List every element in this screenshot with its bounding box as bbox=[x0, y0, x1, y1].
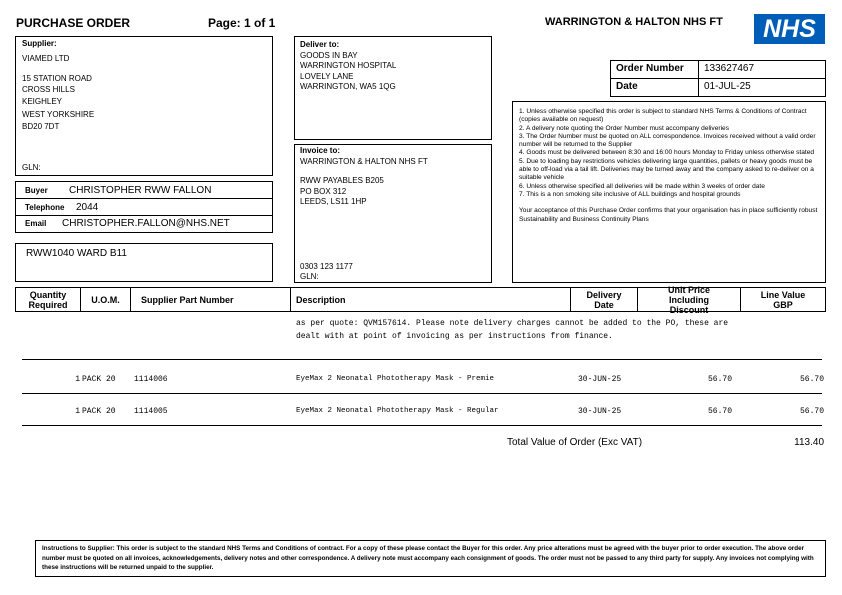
column-quantity: Quantity Required bbox=[16, 288, 81, 311]
line-value: 56.70 bbox=[799, 375, 824, 384]
supplier-address-line: WEST YORKSHIRE bbox=[22, 109, 95, 119]
line-qty: 1 bbox=[75, 407, 80, 416]
organisation-name: WARRINGTON & HALTON NHS FT bbox=[545, 16, 723, 28]
order-details-table bbox=[610, 60, 826, 97]
deliver-line: WARRINGTON HOSPITAL bbox=[300, 61, 397, 70]
term-item: 5. Due to loading bay restrictions vehicles delivering large quantities, pallets or heavy goods must be able to off-load via a tail lift. Deliveries may be turned away and the company asked to re-deliver on a suitable vehicle bbox=[519, 157, 814, 182]
ward-box bbox=[15, 243, 273, 282]
line-qty: 1 bbox=[75, 375, 80, 384]
supplier-address-line: 15 STATION ROAD bbox=[22, 74, 92, 83]
acceptance-statement: Your acceptance of this Purchase Order confirms that your organisation has in place sufficiently robust Sustainability and Business Continuity Plans bbox=[519, 207, 818, 223]
telephone-value: 2044 bbox=[76, 201, 99, 213]
line-uom: PACK 20 bbox=[82, 407, 116, 416]
deliver-line: GOODS IN BAY bbox=[300, 50, 358, 60]
supplier-address-line: KEIGHLEY bbox=[22, 97, 63, 106]
note-line: dealt with at point of invoicing as per instructions from finance. bbox=[296, 332, 613, 341]
email-value[interactable]: CHRISTOPHER.FALLON@NHS.NET bbox=[62, 218, 230, 229]
line-part-number: 1114006 bbox=[134, 375, 168, 384]
term-item: 6. Unless otherwise specified all deliveries will be made within 3 weeks of order date bbox=[519, 182, 765, 190]
line-description: EyeMax 2 Neonatal Phototherapy Mask - Premie bbox=[296, 375, 495, 383]
buyer-name: CHRISTOPHER RWW FALLON bbox=[69, 184, 212, 196]
supplier-gln: GLN: bbox=[22, 162, 41, 172]
line-unit-price: 56.70 bbox=[707, 375, 732, 384]
deliver-to-label: Deliver to: bbox=[300, 40, 340, 49]
line-delivery-date: 30-JUN-25 bbox=[578, 407, 622, 416]
supplier-address-line: BD20 7DT bbox=[22, 122, 60, 131]
divider bbox=[22, 359, 822, 360]
column-part-number: Supplier Part Number bbox=[131, 288, 291, 311]
table-row bbox=[0, 375, 842, 387]
column-description: Description bbox=[291, 288, 571, 311]
term-item: 7. This is a non smoking site inclusive of ALL buildings and hospital grounds bbox=[519, 190, 741, 198]
ward-code: RWW1040 WARD B11 bbox=[26, 248, 127, 259]
table-row bbox=[0, 407, 842, 419]
term-item: 1. Unless otherwise specified this order is subject to standard NHS Terms & Conditions of Contract (copies available on request) bbox=[519, 108, 807, 124]
nhs-logo: NHS bbox=[754, 14, 825, 44]
telephone-label: Telephone bbox=[25, 202, 65, 212]
terms-box bbox=[512, 101, 826, 283]
supplier-box bbox=[15, 36, 273, 176]
invoice-to-label: Invoice to: bbox=[300, 146, 341, 155]
line-description: EyeMax 2 Neonatal Phototherapy Mask - Regular bbox=[296, 407, 499, 415]
line-uom: PACK 20 bbox=[82, 375, 116, 384]
term-item: 4. Goods must be delivered between 8:30 and 16:00 hours Monday to Friday unless otherwise stated bbox=[519, 149, 815, 157]
supplier-name: VIAMED LTD bbox=[22, 53, 70, 63]
column-unit-price: Unit Price Including Discount bbox=[638, 288, 741, 311]
column-delivery-date: Delivery Date bbox=[571, 288, 638, 311]
line-delivery-date: 30-JUN-25 bbox=[578, 375, 622, 384]
page-number: Page: 1 of 1 bbox=[208, 16, 276, 30]
invoice-line: LEEDS, LS11 1HP bbox=[300, 197, 367, 206]
term-item: 3. The Order Number must be quoted on ALL correspondence. Invoices received without a valid order number will be returned to the Supplier bbox=[519, 132, 816, 149]
note-line: as per quote: QVM157614. Please note delivery charges cannot be added to the PO, these are bbox=[296, 319, 729, 328]
total-value: 113.40 bbox=[794, 437, 824, 448]
buyer-box bbox=[15, 181, 273, 233]
order-number-label: Order Number bbox=[611, 61, 699, 78]
order-date: 01-JUL-25 bbox=[704, 81, 751, 92]
buyer-label: Buyer bbox=[25, 185, 48, 195]
invoice-phone: 0303 123 1177 bbox=[300, 261, 353, 271]
line-part-number: 1114005 bbox=[134, 407, 168, 416]
deliver-line: LOVELY LANE bbox=[300, 71, 354, 81]
total-label: Total Value of Order (Exc VAT) bbox=[507, 437, 643, 448]
term-item: 2. A delivery note quoting the Order Number must accompany deliveries bbox=[519, 124, 730, 132]
divider bbox=[22, 425, 822, 426]
invoice-line: RWW PAYABLES B205 bbox=[300, 176, 384, 185]
order-date-label: Date bbox=[611, 79, 699, 96]
email-label: Email bbox=[25, 219, 47, 228]
deliver-to-box bbox=[294, 36, 492, 140]
line-value: 56.70 bbox=[799, 407, 824, 416]
order-number: 133627467 bbox=[704, 63, 755, 74]
deliver-line: WARRINGTON, WA5 1QG bbox=[300, 82, 396, 91]
line-unit-price: 56.70 bbox=[707, 407, 732, 416]
supplier-instructions: Instructions to Supplier: This order is subject to the standard NHS Terms and Conditions of contract. For a copy of these please contact the Buyer for this order. Any price alterations must be agreed with the buyer prior to order execution. The above order number must be quoted on all invoices, acknowledgements, delivery notes and other correspondence. A delivery note must accompany each consignment of goods. The order must not be passed to any third party for supply. Any invoices not complying with these instructions will be returned unpaid to the supplier. bbox=[35, 540, 826, 577]
supplier-label: Supplier: bbox=[22, 39, 57, 48]
divider bbox=[22, 393, 822, 394]
order-note bbox=[296, 317, 728, 343]
column-line-value: Line Value GBP bbox=[760, 289, 806, 310]
invoice-gln: GLN: bbox=[300, 271, 319, 281]
supplier-address-line: CROSS HILLS bbox=[22, 84, 75, 94]
document-title: PURCHASE ORDER bbox=[16, 16, 131, 30]
line-items-header bbox=[15, 284, 826, 315]
invoice-to-box bbox=[294, 144, 492, 283]
invoice-line: PO BOX 312 bbox=[300, 186, 347, 196]
column-uom: U.O.M. bbox=[81, 288, 131, 311]
invoice-name: WARRINGTON & HALTON NHS FT bbox=[300, 156, 428, 166]
